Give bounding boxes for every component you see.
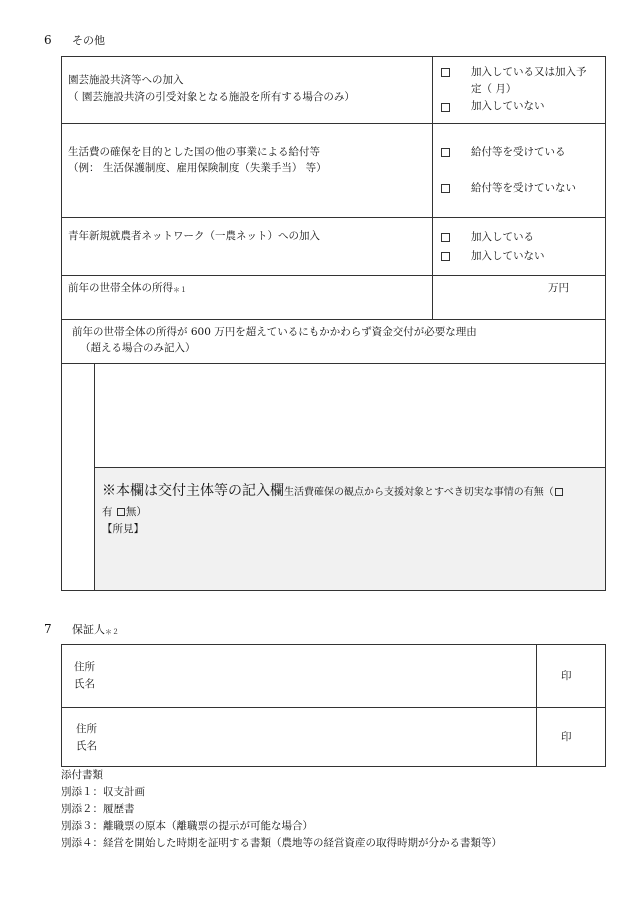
grantor-note-text: 生活費確保の観点から支援対象とすべき切実な事情の有無（ <box>284 487 554 498</box>
grantor-note-divider <box>94 467 606 468</box>
reason-line-2: （超える場合のみ記入） <box>80 342 196 354</box>
row-1-option-1-cont: 定（ 月） <box>471 83 517 95</box>
row-1-option-2: 加入していない <box>471 100 545 112</box>
row-1-option-1: 加入している又は加入予 <box>471 66 587 78</box>
guarantor-row-divider <box>61 707 606 708</box>
reason-line-1: 前年の世帯全体の所得が 600 万円を超えているにもかかわらず資金交付が必要な理由 <box>72 326 477 338</box>
checkbox-not-receiving[interactable] <box>441 184 450 193</box>
income-unit: 万円 <box>548 282 569 294</box>
footnote-mark-2: ＊２ <box>105 628 119 636</box>
row-3-option-2: 加入していない <box>471 250 545 262</box>
attachment-item: 別添３：離職票の原本（離職票の提示が可能な場合） <box>61 820 313 832</box>
row-divider <box>61 275 606 276</box>
findings-label: 【所見】 <box>102 523 144 535</box>
grantor-note-lead: ※本欄は交付主体等の記入欄 <box>102 483 284 499</box>
income-label-text: 前年の世帯全体の所得 <box>68 282 173 294</box>
row-2-label-line-1: 生活費の確保を目的とした国の他の事業による給付等 <box>68 146 320 158</box>
attachments-heading: 添付書類 <box>61 769 103 781</box>
row-divider <box>61 319 606 320</box>
row-divider <box>61 217 606 218</box>
row-1-label-line-2: （ 園芸施設共済の引受対象となる施設を所有する場合のみ） <box>68 91 355 103</box>
income-label <box>68 280 187 297</box>
guarantor-1-input[interactable] <box>110 648 530 703</box>
checkbox-network-not-joined[interactable] <box>441 252 450 261</box>
checkbox-joined[interactable] <box>441 68 450 77</box>
grantor-note-line-2 <box>102 504 147 520</box>
checkbox-receiving[interactable] <box>441 148 450 157</box>
checkbox-not-joined[interactable] <box>441 103 450 112</box>
guarantor-2-address-label: 住所 <box>76 723 97 735</box>
guarantor-1-address-label: 住所 <box>74 661 95 673</box>
option-column-divider <box>432 56 433 319</box>
section-6-number: 6 <box>44 33 52 47</box>
guarantor-1-seal: 印 <box>561 670 572 682</box>
section-6-title: その他 <box>72 34 105 47</box>
seal-column-divider <box>536 644 537 767</box>
option-yes: 有 <box>102 506 113 518</box>
section-7-number: 7 <box>44 622 52 636</box>
option-no: 無） <box>125 506 147 518</box>
row-2-label-line-2: （例： 生活保護制度、雇用保険制度（失業手当） 等） <box>68 162 327 174</box>
guarantor-1-name-label: 氏名 <box>74 678 95 690</box>
attachment-item: 別添２：履歴書 <box>61 803 135 815</box>
grantor-note-line-1 <box>102 482 564 502</box>
footnote-mark-1: ＊１ <box>173 286 187 294</box>
row-3-option-1: 加入している <box>471 231 534 243</box>
checkbox-circumstance-no[interactable] <box>117 508 125 516</box>
row-2-option-1: 給付等を受けている <box>471 146 566 158</box>
section-7-title <box>72 622 119 639</box>
row-2-option-2: 給付等を受けていない <box>471 182 576 194</box>
guarantor-2-name-label: 氏名 <box>76 740 97 752</box>
checkbox-network-joined[interactable] <box>441 233 450 242</box>
guarantor-2-seal: 印 <box>561 731 572 743</box>
row-divider <box>61 123 606 124</box>
row-1-label-line-1: 園芸施設共済等への加入 <box>68 74 184 86</box>
reason-input-area[interactable] <box>95 364 605 467</box>
checkbox-circumstance-yes[interactable] <box>555 488 563 496</box>
attachment-item: 別添４：経営を開始した時期を証明する書類（農地等の経営資産の取得時期が分かる書類等） <box>61 837 502 849</box>
attachment-item: 別添１：収支計画 <box>61 786 145 798</box>
section-7-title-text: 保証人 <box>72 623 105 636</box>
guarantor-2-input[interactable] <box>110 711 530 763</box>
row-3-label: 青年新規就農者ネットワーク（一農ネット）への加入 <box>68 230 320 242</box>
